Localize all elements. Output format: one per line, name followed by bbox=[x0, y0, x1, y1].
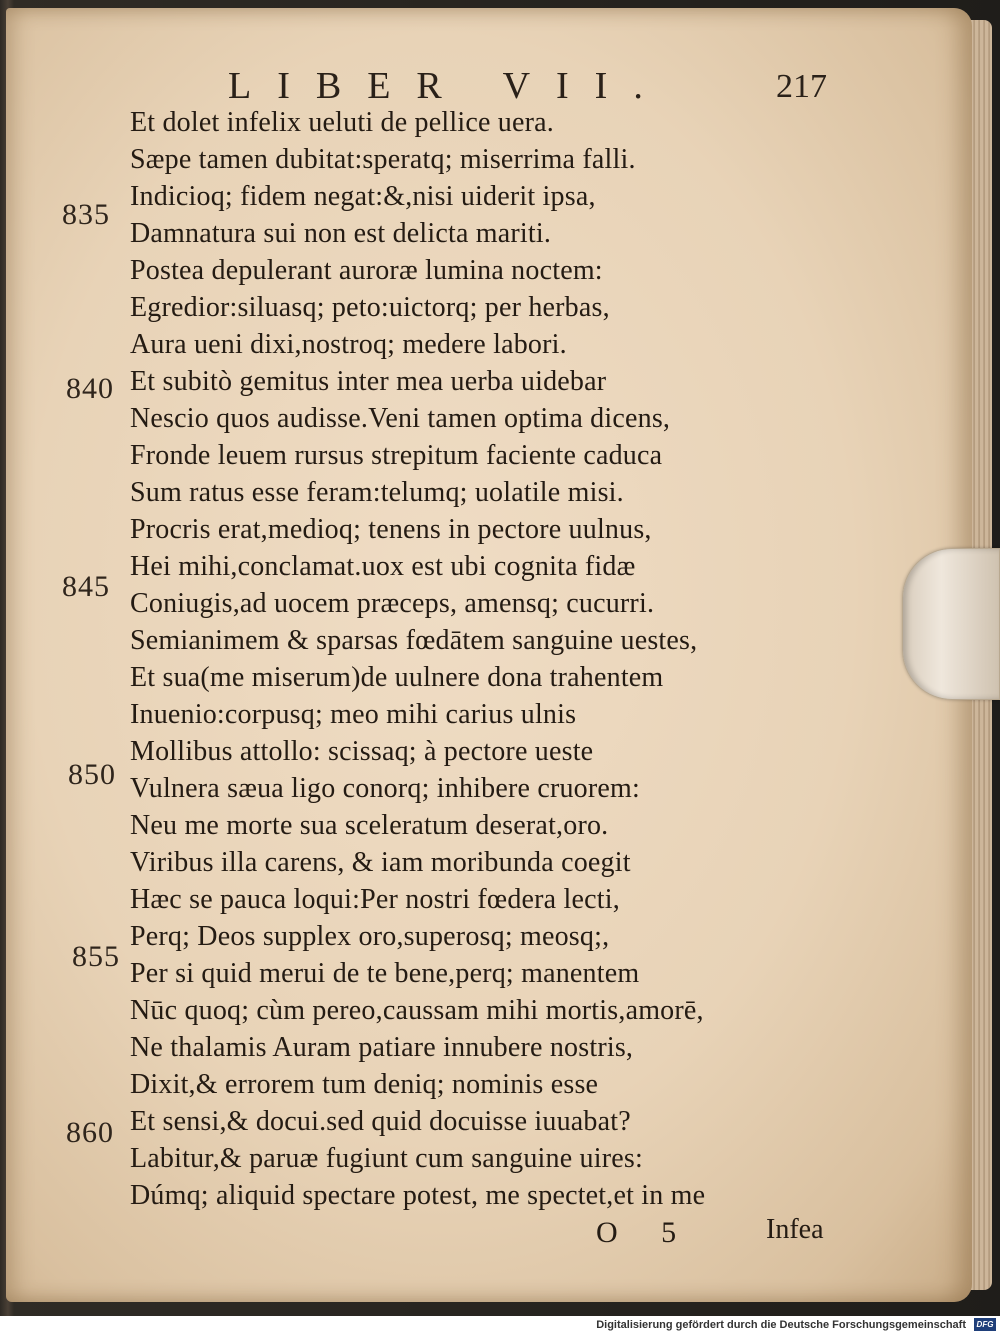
verse-line: Dúmq; aliquid spectare potest, me spectet,et in me bbox=[130, 1180, 706, 1211]
line-number-860: 860 bbox=[66, 1116, 114, 1149]
verse-line: Et sensi,& docui.sed quid docuisse iuuabat? bbox=[130, 1106, 631, 1137]
verse-line: Nūc quoq; cùm pereo,caussam mihi mortis,amorē, bbox=[130, 995, 704, 1026]
line-number-840: 840 bbox=[66, 372, 114, 405]
verse-line: Sæpe tamen dubitat:speratq; miserrima falli. bbox=[130, 144, 636, 175]
verse-line: Mollibus attollo: scissaq; à pectore ueste bbox=[130, 736, 594, 767]
verse-line: Hæc se pauca loqui:Per nostri fœdera lecti, bbox=[130, 884, 620, 915]
line-number-845: 845 bbox=[62, 570, 110, 603]
verse-line: Postea depulerant auroræ lumina noctem: bbox=[130, 255, 603, 286]
verse-line: Damnatura sui non est delicta mariti. bbox=[130, 218, 552, 249]
verse-line: Dixit,& errorem tum deniq; nominis esse bbox=[130, 1069, 599, 1100]
verse-line: Inuenio:corpusq; meo mihi carius ulnis bbox=[130, 699, 577, 730]
verse-line: Et sua(me miserum)de uulnere dona trahentem bbox=[130, 662, 664, 693]
verse-line: Coniugis,ad uocem præceps, amensq; cucurri. bbox=[130, 588, 655, 619]
digitization-credit: Digitalisierung gefördert durch die Deutsche Forschungsgemeinschaft bbox=[596, 1319, 966, 1331]
running-head: LIBER VII. bbox=[228, 65, 669, 107]
page-number: 217 bbox=[776, 68, 827, 105]
verse-line: Perq; Deos supplex oro,superosq; meosq;, bbox=[130, 921, 610, 952]
verse-line: Nescio quos audisse.Veni tamen optima dicens, bbox=[130, 403, 671, 434]
catchword: Infea bbox=[766, 1214, 824, 1245]
verse-line: Hei mihi,conclamat.uox est ubi cognita fidæ bbox=[130, 551, 636, 582]
book-clasp bbox=[902, 548, 1000, 700]
verse-line: Ne thalamis Auram patiare innubere nostris, bbox=[130, 1032, 634, 1063]
verse-line: Et subitò gemitus inter mea uerba uidebar bbox=[130, 366, 607, 397]
line-number-855: 855 bbox=[72, 940, 120, 973]
verse-line: Et dolet infelix ueluti de pellice uera. bbox=[130, 107, 554, 138]
verse-line: Aura ueni dixi,nostroq; medere labori. bbox=[130, 329, 567, 360]
verse-line: Egredior:siluasq; peto:uictorq; per herbas, bbox=[130, 292, 610, 323]
verse-line: Vulnera sæua ligo conorq; inhibere cruorem: bbox=[130, 773, 640, 804]
signature-mark: O 5 bbox=[596, 1216, 695, 1249]
dfg-logo: DFG bbox=[974, 1318, 996, 1331]
verse-line: Semianimem & sparsas fœdātem sanguine uestes, bbox=[130, 625, 698, 656]
verse-line: Indicioq; fidem negat:&,nisi uiderit ipsa, bbox=[130, 181, 596, 212]
verse-line: Viribus illa carens, & iam moribunda coegit bbox=[130, 847, 631, 878]
line-number-835: 835 bbox=[62, 198, 110, 231]
verse-line: Procris erat,medioq; tenens in pectore uulnus, bbox=[130, 514, 652, 545]
verse-line: Fronde leuem rursus strepitum faciente caduca bbox=[130, 440, 663, 471]
verse-line: Labitur,& paruæ fugiunt cum sanguine uires: bbox=[130, 1143, 643, 1174]
verse-line: Neu me morte sua sceleratum deserat,oro. bbox=[130, 810, 609, 841]
verse-line: Sum ratus esse feram:telumq; uolatile misi. bbox=[130, 477, 624, 508]
book-page bbox=[6, 8, 972, 1302]
verse-line: Per si quid merui de te bene,perq; manentem bbox=[130, 958, 640, 989]
line-number-850: 850 bbox=[68, 758, 116, 791]
